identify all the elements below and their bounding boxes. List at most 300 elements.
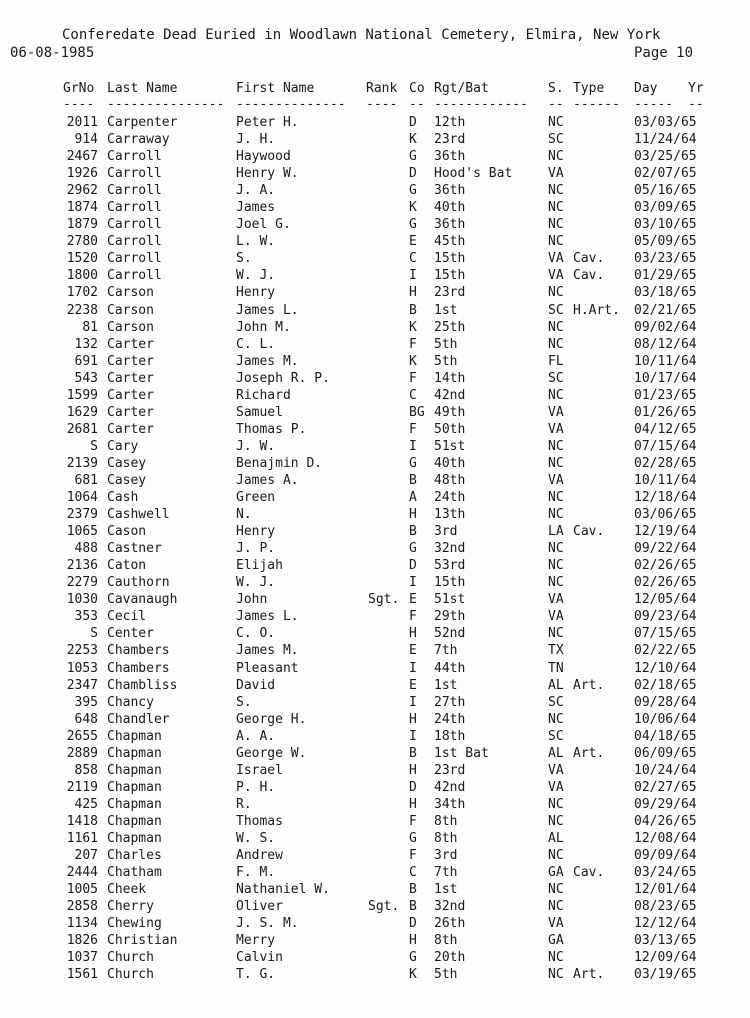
- grave-number: 1005: [66, 882, 98, 898]
- regiment: 8th: [434, 830, 458, 846]
- regiment: 24th: [434, 490, 466, 506]
- last-name: Carson: [107, 319, 154, 335]
- grave-number: 1879: [66, 217, 98, 233]
- death-date: 05/09/65: [634, 234, 697, 250]
- dash-state: --: [548, 97, 564, 112]
- col-last-name: Last Name: [107, 81, 178, 96]
- last-name: Chapman: [107, 796, 162, 812]
- state: SC: [548, 132, 564, 148]
- first-name: A. A.: [236, 728, 276, 744]
- regiment: 48th: [434, 472, 466, 488]
- regiment: 36th: [434, 183, 466, 199]
- grave-number: 2136: [66, 558, 98, 574]
- column-headers: [0, 80, 750, 96]
- last-name: Chambers: [107, 643, 170, 659]
- table-row: [0, 711, 750, 728]
- table-row: [0, 932, 750, 949]
- grave-number: 1874: [66, 200, 98, 216]
- regiment: 23rd: [434, 762, 466, 778]
- grave-number: 1826: [66, 933, 98, 949]
- company: E: [409, 592, 417, 608]
- death-date: 09/22/64: [634, 541, 697, 557]
- regiment: 1st Bat: [434, 745, 489, 761]
- first-name: George W.: [236, 745, 307, 761]
- company: B: [409, 472, 417, 488]
- state: NC: [548, 387, 564, 403]
- company: G: [409, 455, 417, 471]
- first-name: Henry: [236, 524, 276, 540]
- company: D: [409, 916, 417, 932]
- table-row: [0, 881, 750, 898]
- state: AL: [548, 745, 564, 761]
- company: K: [409, 319, 417, 335]
- grave-number: 681: [74, 472, 98, 488]
- state: NC: [548, 115, 564, 130]
- state: NC: [548, 711, 564, 727]
- table-row: [0, 233, 750, 250]
- regiment: 1st: [434, 677, 458, 693]
- table-row: [0, 745, 750, 762]
- first-name: James L.: [236, 302, 299, 318]
- company: G: [409, 950, 417, 966]
- company: D: [409, 779, 417, 795]
- unit-type: Cav.: [573, 268, 605, 284]
- last-name: Carson: [107, 285, 154, 301]
- death-date: 03/19/65: [634, 967, 697, 983]
- company: BG: [409, 404, 425, 420]
- regiment: 7th: [434, 865, 458, 881]
- regiment: 15th: [434, 251, 466, 267]
- first-name: J. P.: [236, 541, 276, 557]
- death-date: 10/11/64: [634, 472, 697, 488]
- state: SC: [548, 370, 564, 386]
- table-row: [0, 557, 750, 574]
- table-row: [0, 540, 750, 557]
- death-date: 12/08/64: [634, 830, 697, 846]
- company: I: [409, 575, 417, 591]
- regiment: 52nd: [434, 626, 466, 642]
- state: SC: [548, 302, 564, 318]
- company: G: [409, 217, 417, 233]
- regiment: 25th: [434, 319, 466, 335]
- grave-number: 1065: [66, 524, 98, 540]
- dash-rank: ----: [366, 97, 398, 112]
- regiment: 8th: [434, 813, 458, 829]
- table-row: [0, 898, 750, 915]
- table-row: [0, 574, 750, 591]
- col-first-name: First Name: [236, 81, 315, 96]
- company: K: [409, 132, 417, 148]
- death-date: 02/26/65: [634, 575, 697, 591]
- col-state: S.: [548, 81, 564, 96]
- last-name: Cheek: [107, 882, 147, 898]
- first-name: John M.: [236, 319, 291, 335]
- last-name: Carpenter: [107, 115, 178, 130]
- grave-number: 1629: [66, 404, 98, 420]
- state: NC: [548, 813, 564, 829]
- grave-number: 2962: [66, 183, 98, 199]
- first-name: David: [236, 677, 276, 693]
- first-name: R.: [236, 796, 252, 812]
- company: A: [409, 490, 417, 506]
- table-row: [0, 694, 750, 711]
- state: VA: [548, 166, 564, 182]
- grave-number: 2279: [66, 575, 98, 591]
- state: FL: [548, 353, 564, 369]
- death-date: 03/03/65: [634, 115, 697, 130]
- document-date: 06-08-1985: [10, 45, 95, 61]
- death-date: 03/25/65: [634, 149, 697, 165]
- last-name: Carter: [107, 404, 154, 420]
- last-name: Carson: [107, 302, 154, 318]
- death-date: 10/17/64: [634, 370, 697, 386]
- grave-number: 1800: [66, 268, 98, 284]
- table-row: [0, 625, 750, 642]
- death-date: 09/29/64: [634, 796, 697, 812]
- regiment: 40th: [434, 455, 466, 471]
- grave-number: 2889: [66, 745, 98, 761]
- first-name: Oliver: [236, 899, 283, 915]
- table-row: [0, 319, 750, 336]
- company: D: [409, 558, 417, 574]
- first-name: John: [236, 592, 268, 608]
- grave-number: 207: [74, 848, 98, 864]
- state: TN: [548, 660, 564, 676]
- grave-number: 1599: [66, 387, 98, 403]
- first-name: W. J.: [236, 268, 276, 284]
- state: SC: [548, 728, 564, 744]
- first-name: Peter H.: [236, 115, 299, 130]
- regiment: 24th: [434, 711, 466, 727]
- company: C: [409, 865, 417, 881]
- rank: Sgt.: [368, 899, 400, 915]
- rank: Sgt.: [368, 592, 400, 608]
- grave-number: 1064: [66, 490, 98, 506]
- grave-number: 914: [74, 132, 98, 148]
- table-row: [0, 472, 750, 489]
- first-name: J. H.: [236, 132, 276, 148]
- death-date: 03/10/65: [634, 217, 697, 233]
- last-name: Chewing: [107, 916, 162, 932]
- death-date: 12/05/64: [634, 592, 697, 608]
- death-date: 03/13/65: [634, 933, 697, 949]
- state: VA: [548, 421, 564, 437]
- death-date: 02/07/65: [634, 166, 697, 182]
- first-name: Nathaniel W.: [236, 882, 330, 898]
- table-row: [0, 267, 750, 284]
- regiment: 36th: [434, 217, 466, 233]
- regiment: 8th: [434, 933, 458, 949]
- state: NC: [548, 490, 564, 506]
- state: NC: [548, 882, 564, 898]
- last-name: Cary: [107, 438, 139, 454]
- grave-number: 395: [74, 694, 98, 710]
- grave-number: 488: [74, 541, 98, 557]
- regiment: 42nd: [434, 387, 466, 403]
- table-row: [0, 796, 750, 813]
- first-name: S.: [236, 251, 252, 267]
- death-date: 12/18/64: [634, 490, 697, 506]
- table-row: [0, 421, 750, 438]
- col-rank: Rank: [366, 81, 398, 96]
- death-date: 08/23/65: [634, 899, 697, 915]
- table-row: [0, 660, 750, 677]
- table-row: [0, 387, 750, 404]
- regiment: 44th: [434, 660, 466, 676]
- state: TX: [548, 643, 564, 659]
- company: B: [409, 524, 417, 540]
- state: AL: [548, 677, 564, 693]
- regiment: 29th: [434, 609, 466, 625]
- first-name: J. W.: [236, 438, 276, 454]
- last-name: Chambers: [107, 660, 170, 676]
- table-row: [0, 438, 750, 455]
- last-name: Carroll: [107, 251, 162, 267]
- dash-regiment: ------------: [434, 97, 528, 112]
- state: NC: [548, 336, 564, 352]
- death-date: 12/01/64: [634, 882, 697, 898]
- first-name: T. G.: [236, 967, 276, 983]
- unit-type: Cav.: [573, 251, 605, 267]
- table-row: [0, 677, 750, 694]
- company: I: [409, 660, 417, 676]
- regiment: 23rd: [434, 285, 466, 301]
- last-name: Chapman: [107, 813, 162, 829]
- company: H: [409, 933, 417, 949]
- table-row: [0, 250, 750, 267]
- dash-company: --: [409, 97, 425, 112]
- regiment: 26th: [434, 916, 466, 932]
- company: H: [409, 285, 417, 301]
- table-row: [0, 762, 750, 779]
- state: NC: [548, 183, 564, 199]
- col-company: Co: [409, 81, 425, 96]
- last-name: Charles: [107, 848, 162, 864]
- regiment: 20th: [434, 950, 466, 966]
- state: GA: [548, 933, 564, 949]
- death-date: 12/19/64: [634, 524, 697, 540]
- death-date: 02/22/65: [634, 643, 697, 659]
- table-row: [0, 949, 750, 966]
- grave-number: 353: [74, 609, 98, 625]
- death-date: 07/15/64: [634, 438, 697, 454]
- first-name: C. L.: [236, 336, 276, 352]
- last-name: Castner: [107, 541, 162, 557]
- first-name: Calvin: [236, 950, 283, 966]
- last-name: Chatham: [107, 865, 162, 881]
- state: NC: [548, 558, 564, 574]
- last-name: Carroll: [107, 200, 162, 216]
- table-row: [0, 216, 750, 233]
- dash-last-name: ---------------: [107, 97, 225, 112]
- death-date: 09/23/64: [634, 609, 697, 625]
- table-row: [0, 370, 750, 387]
- state: LA: [548, 524, 564, 540]
- regiment: 32nd: [434, 899, 466, 915]
- regiment: 40th: [434, 200, 466, 216]
- grave-number: 2119: [66, 779, 98, 795]
- death-date: 04/26/65: [634, 813, 697, 829]
- grave-number: 543: [74, 370, 98, 386]
- first-name: James A.: [236, 472, 299, 488]
- company: D: [409, 166, 417, 182]
- grave-number: 1053: [66, 660, 98, 676]
- state: VA: [548, 472, 564, 488]
- death-date: 10/24/64: [634, 762, 697, 778]
- last-name: Carter: [107, 421, 154, 437]
- company: D: [409, 115, 417, 130]
- table-row: [0, 591, 750, 608]
- regiment: 12th: [434, 115, 466, 130]
- company: F: [409, 370, 417, 386]
- company: B: [409, 302, 417, 318]
- state: NC: [548, 319, 564, 335]
- first-name: Israel: [236, 762, 283, 778]
- grave-number: S: [90, 626, 98, 642]
- state: AL: [548, 830, 564, 846]
- last-name: Chandler: [107, 711, 170, 727]
- first-name: J. S. M.: [236, 916, 299, 932]
- unit-type: H.Art.: [573, 302, 620, 318]
- regiment: 3rd: [434, 848, 458, 864]
- death-date: 03/23/65: [634, 251, 697, 267]
- unit-type: Art.: [573, 677, 605, 693]
- last-name: Carroll: [107, 234, 162, 250]
- first-name: W. S.: [236, 830, 276, 846]
- last-name: Chapman: [107, 779, 162, 795]
- grave-number: 1161: [66, 830, 98, 846]
- last-name: Carter: [107, 353, 154, 369]
- table-row: [0, 523, 750, 540]
- company: E: [409, 643, 417, 659]
- table-row: [0, 847, 750, 864]
- grave-number: 1702: [66, 285, 98, 301]
- state: NC: [548, 575, 564, 591]
- grave-number: 1561: [66, 967, 98, 983]
- col-grno: GrNo: [63, 81, 95, 96]
- regiment: 13th: [434, 507, 466, 523]
- state: VA: [548, 609, 564, 625]
- last-name: Church: [107, 967, 154, 983]
- grave-number: 691: [74, 353, 98, 369]
- company: K: [409, 200, 417, 216]
- last-name: Cavanaugh: [107, 592, 178, 608]
- table-row: [0, 404, 750, 421]
- death-date: 02/21/65: [634, 302, 697, 318]
- company: G: [409, 830, 417, 846]
- burial-records: [0, 114, 750, 983]
- first-name: George H.: [236, 711, 307, 727]
- company: G: [409, 149, 417, 165]
- last-name: Church: [107, 950, 154, 966]
- grave-number: 81: [82, 319, 98, 335]
- unit-type: Art.: [573, 967, 605, 983]
- death-date: 09/09/64: [634, 848, 697, 864]
- table-row: [0, 813, 750, 830]
- company: I: [409, 438, 417, 454]
- grave-number: 132: [74, 336, 98, 352]
- company: F: [409, 421, 417, 437]
- state: NC: [548, 967, 564, 983]
- state: SC: [548, 694, 564, 710]
- document-title: Conferedate Dead Euried in Woodlawn National Cemetery, Elmira, New York: [62, 27, 661, 43]
- death-date: 01/26/65: [634, 404, 697, 420]
- regiment: 27th: [434, 694, 466, 710]
- table-row: [0, 131, 750, 148]
- unit-type: Cav.: [573, 524, 605, 540]
- last-name: Carroll: [107, 149, 162, 165]
- death-date: 11/24/64: [634, 132, 697, 148]
- first-name: Richard: [236, 387, 291, 403]
- dash-type: ------: [573, 97, 620, 112]
- grave-number: 2681: [66, 421, 98, 437]
- dash-day: -----: [634, 97, 674, 112]
- death-date: 10/06/64: [634, 711, 697, 727]
- first-name: F. M.: [236, 865, 276, 881]
- last-name: Cashwell: [107, 507, 170, 523]
- first-name: L. W.: [236, 234, 276, 250]
- table-row: [0, 455, 750, 472]
- company: K: [409, 353, 417, 369]
- last-name: Caton: [107, 558, 147, 574]
- company: H: [409, 626, 417, 642]
- state: NC: [548, 149, 564, 165]
- death-date: 02/18/65: [634, 677, 697, 693]
- table-row: [0, 506, 750, 523]
- last-name: Chambliss: [107, 677, 178, 693]
- first-name: Elijah: [236, 558, 283, 574]
- last-name: Chapman: [107, 745, 162, 761]
- table-row: [0, 336, 750, 353]
- grave-number: 1926: [66, 166, 98, 182]
- first-name: Joseph R. P.: [236, 370, 330, 386]
- last-name: Carroll: [107, 268, 162, 284]
- grave-number: 1520: [66, 251, 98, 267]
- dash-first-name: --------------: [236, 97, 346, 112]
- regiment: 5th: [434, 336, 458, 352]
- state: NC: [548, 217, 564, 233]
- last-name: Cauthorn: [107, 575, 170, 591]
- first-name: James L.: [236, 609, 299, 625]
- first-name: Thomas: [236, 813, 283, 829]
- state: NC: [548, 285, 564, 301]
- company: B: [409, 745, 417, 761]
- first-name: S.: [236, 694, 252, 710]
- company: K: [409, 967, 417, 983]
- col-type: Type: [573, 81, 605, 96]
- last-name: Center: [107, 626, 154, 642]
- death-date: 03/09/65: [634, 200, 697, 216]
- page-number: Page 10: [634, 45, 694, 61]
- dash-year: --: [688, 97, 704, 112]
- death-date: 06/09/65: [634, 745, 697, 761]
- regiment: 51st: [434, 592, 466, 608]
- grave-number: 2253: [66, 643, 98, 659]
- table-row: [0, 182, 750, 199]
- first-name: P. H.: [236, 779, 276, 795]
- last-name: Casey: [107, 472, 147, 488]
- last-name: Chapman: [107, 830, 162, 846]
- unit-type: Cav.: [573, 865, 605, 881]
- death-date: 12/10/64: [634, 660, 697, 676]
- grave-number: 1418: [66, 813, 98, 829]
- death-date: 07/15/65: [634, 626, 697, 642]
- first-name: James M.: [236, 643, 299, 659]
- grave-number: 2139: [66, 455, 98, 471]
- regiment: 5th: [434, 967, 458, 983]
- company: B: [409, 882, 417, 898]
- grave-number: 2655: [66, 728, 98, 744]
